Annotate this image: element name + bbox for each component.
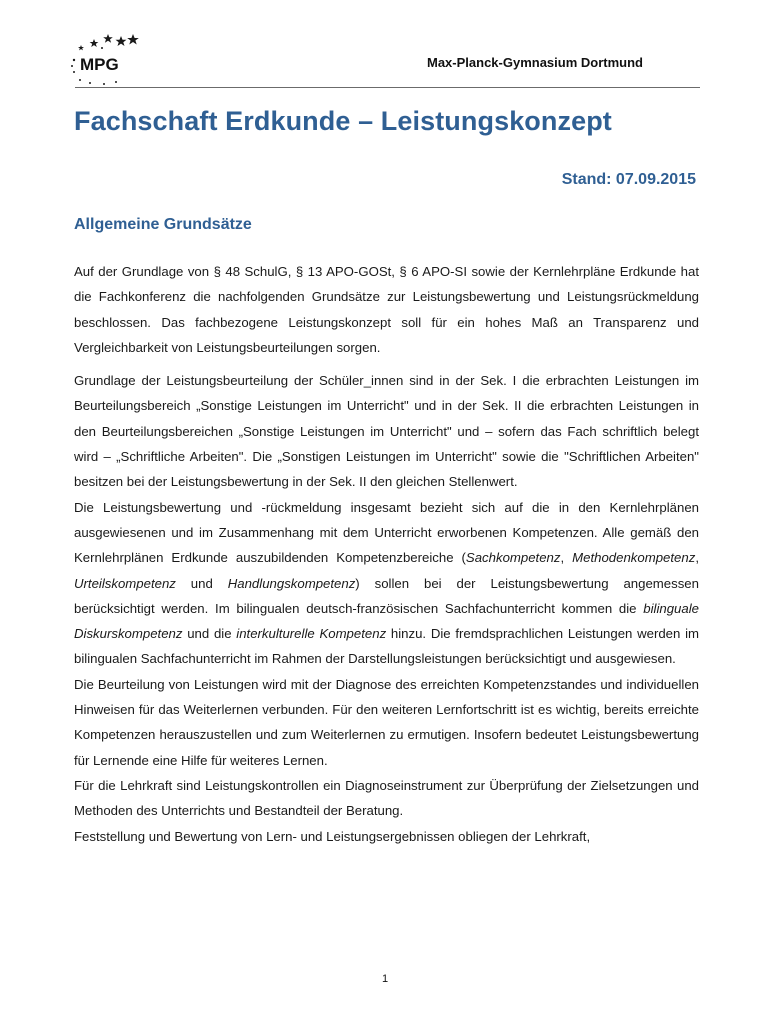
paragraph-text: und die — [182, 626, 237, 642]
header-divider — [75, 87, 700, 88]
paragraph-competencies — [74, 495, 699, 672]
term-handlungskompetenz: Handlungskompetenz — [227, 575, 356, 591]
term-interkulturelle-kompetenz: interkulturelle Kompetenz — [236, 626, 387, 642]
term-bilinguale-diskurskompetenz: bilinguale Diskurskompetenz — [74, 600, 699, 642]
paragraph: Auf der Grundlage von § 48 SchulG, § 13 APO-GOSt, § 6 APO-SI sowie der Kernlehrpläne Erdkunde hat die Fachkonferenz die nachfolgenden Grundsätze zur Leistungsbewertung und Leistungsrückmeldung beschlossen. Das fachbezogene Leistungskonzept soll für ein hohes Maß an Transparenz und Vergleichbarkeit von Leistungsbeurteilungen sorgen. — [74, 264, 699, 355]
date-stamp: Stand: 07.09.2015 — [561, 171, 696, 188]
logo-text: MPG — [80, 55, 119, 74]
paragraph: Feststellung und Bewertung von Lern- und Leistungsergebnissen obliegen der Lehrkraft, — [74, 828, 591, 844]
school-logo — [66, 30, 146, 86]
paragraph-text: hinzu. Die fremdsprachlichen Leistungen werden im bilingualen Sachfachunterricht im Rahmen der Darstellungsleistungen berücksichtigt und ausgewiesen. — [74, 626, 700, 667]
paragraph-text: Die Leistungsbewertung und -rückmeldung insgesamt bezieht sich auf die in den Kernlehrplänen ausgewiesenen und im Zusammenhang mit dem Unterricht erworbenen Kompetenzen. Alle gemäß den Kernlehrplänen Erdkunde auszubildenden Kompetenzbereiche ( — [74, 499, 699, 566]
term-urteilskompetenz: Urteilskompetenz — [74, 575, 176, 591]
paragraph-text: ) sollen bei der Leistungsbewertung angemessen berücksichtigt werden. Im bilingualen deutsch-französischen Sachfachunterricht kommen die — [74, 575, 699, 616]
term-methodenkompetenz: Methodenkompetenz — [572, 550, 696, 566]
term-sachkompetenz: Sachkompetenz — [465, 550, 561, 566]
page-number: 1 — [381, 973, 389, 985]
page-title: Fachschaft Erdkunde – Leistungskonzept — [74, 106, 612, 136]
separator: und — [175, 575, 228, 591]
paragraph: Für die Lehrkraft sind Leistungskontrollen ein Diagnoseinstrument zur Überprüfung der Zielsetzungen und Methoden des Unterrichts und Bestandteil der Beratung. — [74, 777, 699, 819]
school-name: Max-Planck-Gymnasium Dortmund — [427, 55, 643, 70]
paragraph: Die Beurteilung von Leistungen wird mit der Diagnose des erreichten Kompetenzstandes und individuellen Hinweisen für das Weiterlernen verbunden. Für den weiteren Lernfortschritt ist es wichtig, bereits erreichte Kompetenzen herauszustellen und zum Weiterlernen zu ermutigen. Insofern bedeutet Leistungsbewertung für Lernende eine Hilfe für weiteres Lernen. — [74, 676, 699, 768]
document-body — [74, 259, 699, 849]
separator: , — [560, 550, 573, 566]
separator: , — [695, 550, 699, 566]
paragraph: Grundlage der Leistungsbeurteilung der Schüler_innen sind in der Sek. I die erbrachten Leistungen im Beurteilungsbereich „Sonstige Leistungen im Unterricht" und in der Sek. II die erbrachten Leistungen in den Beurteilungsbereichen „Sonstige Leistungen im Unterricht" und – sofern das Fach schriftlich belegt wird – „Schriftliche Arbeiten". Die „Sonstigen Leistungen im Unterricht" sowie die "Schriftlichen Arbeiten" besitzen bei der Leistungsbewertung in der Sek. II den gleichen Stellenwert. — [74, 373, 699, 490]
section-heading: Allgemeine Grundsätze — [74, 216, 252, 233]
mpg-logo-graphic — [66, 30, 146, 86]
